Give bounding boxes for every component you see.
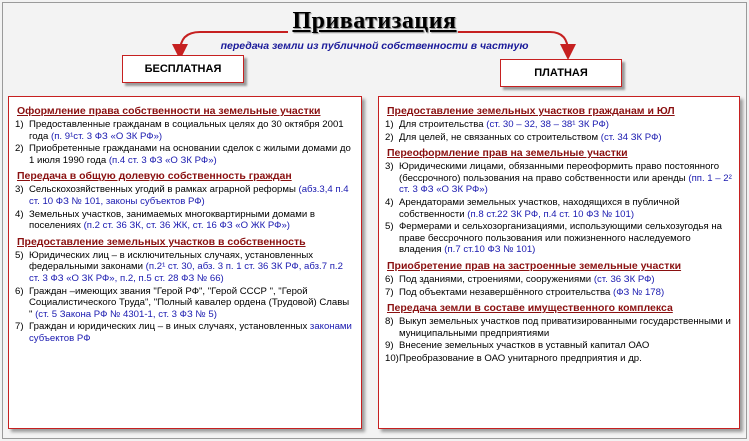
list-item: 7) Граждан и юридических лиц – в иных случаях, установленных законами субъектов РФ <box>15 321 352 344</box>
list-item: 1) Для строительства (ст. 30 – 32, 38 – 38¹ ЗК РФ) <box>385 119 609 130</box>
panel-paid <box>378 96 740 429</box>
page-subtitle: передача земли из публичной собственности в частную <box>220 40 529 52</box>
panel-free <box>8 96 362 429</box>
section-heading: Передача земли в составе имущественного комплекса <box>387 302 673 315</box>
list-item: 3) Юридическими лицами, обязанными переоформить право постоянного (бессрочного) пользования на право собственности или аренды (пп. 1 – 2² ст. 3 ФЗ «О ЗК РФ») <box>385 161 732 196</box>
list-item: 4) Арендаторами земельных участков, находящихся в публичной собственности (п.8 ст.22 ЗК РФ, п.4 ст. 10 ФЗ № 101) <box>385 196 680 220</box>
list-item: 1) Предоставленные гражданам в социальных целях до 30 октября 2001 года (п. 9¹ст. 3 ФЗ «О ЗК РФ») <box>15 119 344 142</box>
list-item: 10) Преобразование в ОАО унитарного предприятия и др. <box>385 352 642 364</box>
list-item: 2) Приобретенные гражданами на основании сделок с жилыми домами до 1 июля 1990 года (п.4 ст. 3 ФЗ «О ЗК РФ») <box>15 143 351 166</box>
page-title: Приватизация <box>292 8 457 34</box>
list-item: 6) Граждан –имеющих звания "Герой РФ", "Герой СССР ", "Герой Социалистического Труда", "Полный кавалер ордена (Трудовой) Славы " (ст. 5 Закона РФ № 4301-1, ст. 3 ФЗ № 5) <box>15 285 350 320</box>
list-item: 5) Юридических лиц – в исключительных случаях, установленных федеральными законами (п.2¹ ст. 30, абз. 3 п. 1 ст. 36 ЗК РФ, абз.7 п.2 ст. 3 ФЗ «О ЗК РФ», п.2, п.5 ст. 28 ФЗ № 66) <box>15 249 343 284</box>
list-item: 4) Земельных участков, занимаемых многоквартирными домами в поселениях (п.2 ст. 36 ЗК, ст. 36 ЖК, ст. 16 ФЗ «О ЖК РФ») <box>15 208 315 232</box>
list-item: 9) Внесение земельных участков в уставный капитал ОАО <box>385 340 650 352</box>
section-heading: Оформление права собственности на земельные участки <box>17 105 321 117</box>
list-item: 7) Под объектами незавершённого строительства (ФЗ № 178) <box>385 286 665 298</box>
section-heading: Передача в общую долевую собственность граждан <box>17 170 292 183</box>
list-item: 8) Выкуп земельных участков под приватизированными государственными и муниципальными предприятиями <box>385 316 731 339</box>
section-heading: Переоформление прав на земельные участки <box>387 147 628 160</box>
section-heading: Предоставление земельных участков в собственность <box>17 235 306 248</box>
section-heading: Предоставление земельных участков гражданам и ЮЛ <box>387 105 675 117</box>
section-heading: Приобретение прав на застроенные земельные участки <box>387 259 682 272</box>
list-item: 5) Фермерами и сельхозорганизациями, использующими сельхозугодья на праве бессрочного пользования или пожизненного наследуемого владения (п.7 ст.10 ФЗ № 101) <box>385 221 722 256</box>
list-item: 2) Для целей, не связанных со строительством (ст. 34 ЗК РФ) <box>385 131 662 143</box>
label-free: БЕСПЛАТНАЯ <box>122 55 244 83</box>
list-item: 3) Сельскохозяйственных угодий в рамках аграрной реформы (абз.3,4 п.4 ст. 10 ФЗ № 101, законы субъектов РФ) <box>15 184 349 207</box>
list-item: 6) Под зданиями, строениями, сооружениями (ст. 36 ЗК РФ) <box>385 273 655 285</box>
label-paid: ПЛАТНАЯ <box>500 59 622 87</box>
